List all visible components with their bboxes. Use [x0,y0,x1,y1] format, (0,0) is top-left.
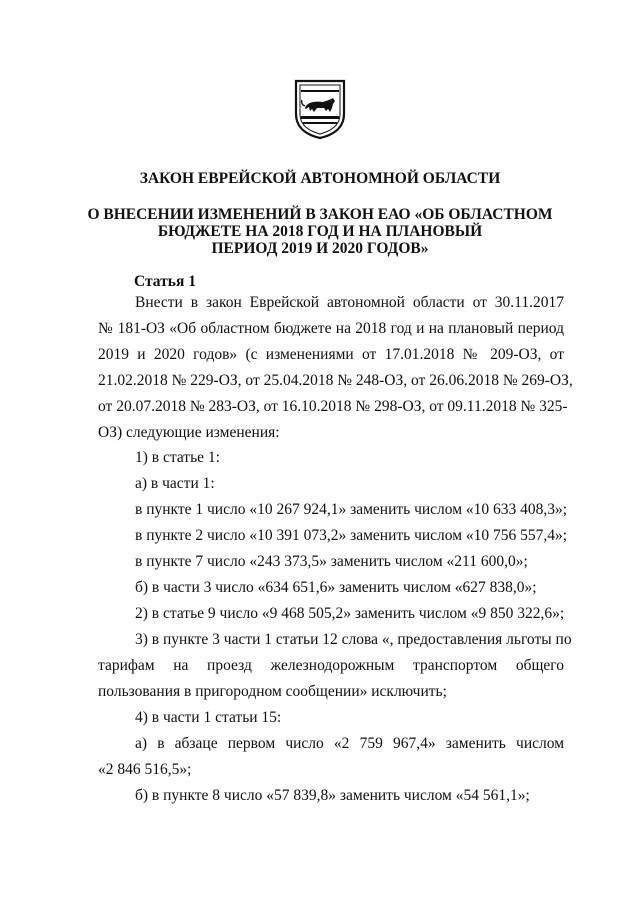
list-item: в пункте 2 число «10 391 073,2» заменить числом «10 756 557,4»; [135,527,568,544]
list-item: в пункте 7 число «243 373,5» заменить числом «211 600,0»; [135,553,528,570]
list-item: б) в части 3 число «634 651,6» заменить числом «627 838,0»; [135,579,537,596]
list-item: а) в части 1: [135,475,215,492]
list-item: 1) в статье 1: [135,449,220,466]
subtitle-line: О ВНЕСЕНИИ ИЗМЕНЕНИЙ В ЗАКОН ЕАО «ОБ ОБЛАСТНОМ [87,206,553,223]
list-item: тарифам на проезд железнодорожным транспортом общего [98,657,564,674]
list-item: в пункте 1 число «10 267 924,1» заменить числом «10 633 408,3»; [135,501,568,518]
amendments-list [98,445,572,809]
text-line: Внести в закон Еврейской автономной области от 30.11.2017 [135,294,564,311]
list-item: б) в пункте 8 число «57 839,8» заменить числом «54 561,1»; [135,787,530,804]
intro-paragraph [98,290,573,446]
list-item: пользования в пригородном сообщении» исключить; [98,683,447,700]
list-item: а) в абзаце первом число «2 759 967,4» заменить числом [135,735,564,752]
text-line: 21.02.2018 № 229-ОЗ, от 25.04.2018 № 248-ОЗ, от 26.06.2018 № 269-ОЗ, [98,372,573,389]
subtitle-line: БЮДЖЕТЕ НА 2018 ГОД И НА ПЛАНОВЫЙ [157,223,483,240]
list-item: «2 846 516,5»; [98,761,192,778]
coat-of-arms-emblem [293,78,347,140]
law-subtitle [0,206,640,257]
list-item: 2) в статье 9 число «9 468 505,2» заменить числом «9 850 322,6»; [135,605,565,622]
text-line: ОЗ) следующие изменения: [98,424,280,441]
list-item: 4) в части 1 статьи 15: [135,709,282,726]
law-title: ЗАКОН ЕВРЕЙСКОЙ АВТОНОМНОЙ ОБЛАСТИ [139,170,501,187]
text-line: 2019 и 2020 годов» (с изменениями от 17.01.2018 № 209-ОЗ, от [98,346,564,363]
text-line: от 20.07.2018 № 283-ОЗ, от 16.10.2018 № 298-ОЗ, от 09.11.2018 № 325- [98,398,568,415]
subtitle-line: ПЕРИОД 2019 И 2020 ГОДОВ» [211,240,429,257]
list-item: 3) в пункте 3 части 1 статьи 12 слова «, предоставления льготы по [135,631,572,648]
article-heading: Статья 1 [134,273,196,290]
text-line: № 181-ОЗ «Об областном бюджете на 2018 год и на плановый период [98,320,564,337]
